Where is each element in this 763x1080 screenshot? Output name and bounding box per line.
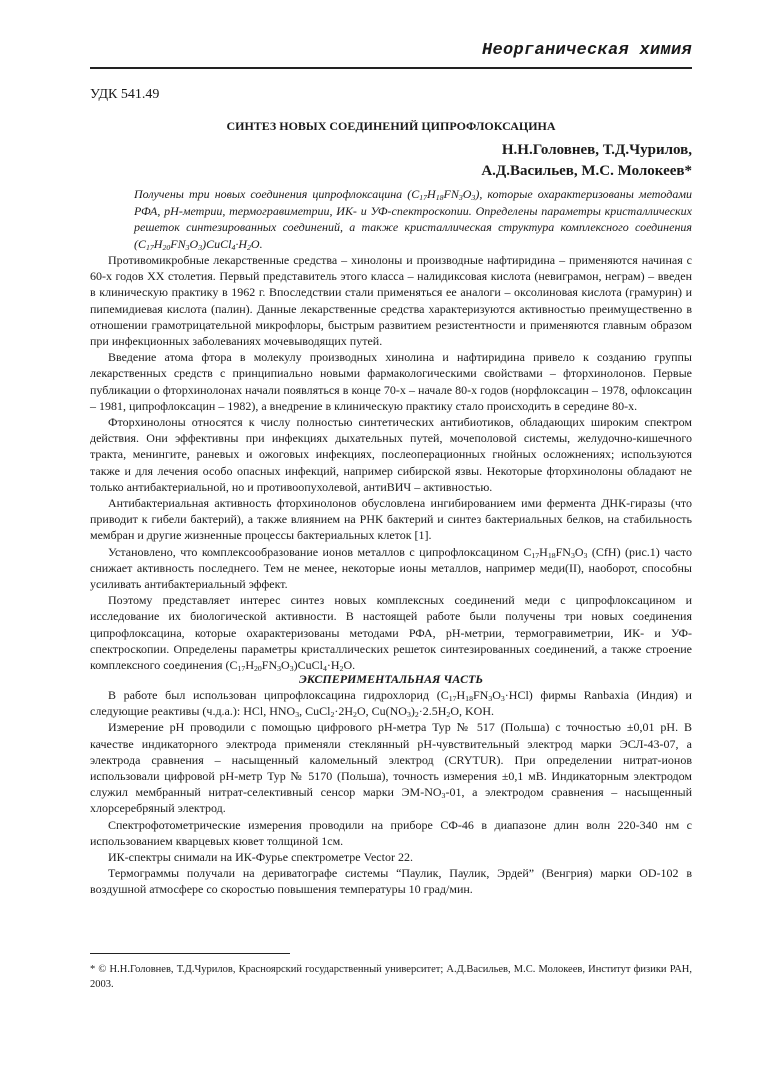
author-line: А.Д.Васильев, М.С. Молокеев* [481, 163, 692, 179]
udk-code: УДК 541.49 [90, 87, 160, 102]
body-paragraph: ИК-спектры снимали на ИК-Фурье спектрометре Vector 22. [108, 850, 413, 865]
body-paragraph: Введение атома фтора в молекулу производных хинолина и нафтиридина привело к созданию группы лекарственных средств с принципиально новыми фармакологическими свойствами – фторхинолонов. Первые публикации о фторхинолонах начали появляться в конце 70-х – начале 80-х годов (норфлоксацин – 1978, офлоксацин – 1981, ципрофлоксацин – 1982), а внедрение в клиническую практику стало происходить в середине 80-х. [90, 350, 692, 413]
body-paragraph: В работе был использован ципрофлоксацина гидрохлорид $(C_{17}H_{18}FN_3O_3\cdot HCl)$ фирмы Ranbaxia (Индия) и следующие реактивы (ч.д.а.): HCl, $HNO_3$, $CuCl_2\cdot 2H_2O$, $Cu(NO_3)_2\cdot 2.5H_2O$, KOH. [90, 688, 692, 720]
body-paragraph: Спектрофотометрические измерения проводили на приборе СФ-46 в диапазоне длин волн 220-340 нм с использованием кварцевых кювет толщиной 1см. [90, 817, 692, 848]
header-rule [90, 67, 692, 69]
experimental-section [90, 687, 692, 898]
abstract: Получены три новых соединения ципрофлоксацина $(C_{17}H_{18}FN_3O_3)$, которые охарактеризованы методами РФА, pH-метрии, термогравиметрии, ИК- и УФ-спектроскопии. Определены параметры кристаллических решеток синтезированных соединений, а также кристаллическая структура комплексного соединения $(C_{17}H_{20}FN_3O_3)CuCl_4\cdot H_2O$. [134, 187, 692, 252]
body-paragraph: Установлено, что комплексообразование ионов металлов с ципрофлоксацином $C_{17}H_{18}FN_3O_3$ (CfH) (рис.1) часто снижает активность последнего. Тем не менее, некоторые ионы металлов, например меди(II), наоборот, способны усиливать антибактериальный эффект. [90, 544, 693, 592]
body-paragraph: Противомикробные лекарственные средства – хинолоны и производные нафтиридина – применяются начиная с 60-х годов XX столетия. Первый представитель этого класса – налидиксовая кислота (невиграмон, неграм) – введен в клиническую практику в 1962 г. Впоследствии стали применяться ее аналоги – оксолиновая кислота (грамурин) и пипемидиевая кислота (палин). Данные лекарственные средства характеризуются активностью преимущественно в отношении грамотрицательной микрофлоры, быстрым развитием резистентности и применяются главным образом при инфекционных заболеваниях мочевыводящих путей. [90, 253, 692, 349]
author-line: Н.Н.Головнев, Т.Д.Чурилов, [501, 142, 692, 158]
body-paragraph: Измерение pH проводили с помощью цифрового pH-метра Typ № 517 (Польша) с точностью ±0,01 pH. В качестве индикаторного электрода применяли стеклянный pH-чувствительный электрод марки ЭСЛ-43-07, а электрода сравнения – насыщенный каломельный электрод (CRYTUR). При определении нитрат-ионов использовали цифровой pH-метр Typ № 5170 (Польша), точность измерения ±0,1 мВ. Индикаторным электродом служил мембранный нитрат-селективный сенсор марки $ЭМ-NO_3-01$, а электродом сравнения – насыщенный хлорсеребряный электрод. [90, 720, 693, 816]
body-paragraph: Поэтому представляет интерес синтез новых комплексных соединений меди с ципрофлоксацином и исследование их биологической активности. В настоящей работе были получены три новых соединения ципрофлоксацина, которые охарактеризованы методами РФА, pH-метрии, термогравиметрии, ИК- и УФ-спектроскопии. Определены параметры кристаллических решеток синтезированных соединений, а также строение комплексного соединения $(C_{17}H_{20}FN_3O_3)CuCl_4\cdot H_2O$. [90, 593, 692, 674]
article-title: СИНТЕЗ НОВЫХ СОЕДИНЕНИЙ ЦИПРОФЛОКСАЦИНА [226, 119, 556, 133]
body-paragraph: Термограммы получали на дериватографе системы “Паулик, Паулик, Эрдей” (Венгрия) марки OD-102 в воздушной атмосфере со скоростью повышения температуры 10 град/мин. [90, 866, 692, 897]
body-paragraph: Антибактериальная активность фторхинолонов обусловлена ингибированием ими фермента ДНК-гиразы (что приводит к гибели бактерий), а также влиянием на РНК бактерий и синтез бактериальных белков, на стабильность мембран и другие жизненные процессы бактериальных клеток [1]. [90, 496, 692, 543]
body-paragraph: Фторхинолоны относятся к числу полностью синтетических антибиотиков, обладающих широким спектром действия. Они эффективны при инфекциях дыхательных путей, мочеполовой системы, желудочно-кишечного тракта, менингите, раневых и ожоговых инфекциях, послеоперационных гнойных осложнениях; используются также и для лечения особо опасных инфекций, например сибирской язвы. Некоторые фторхинолоны обладают не только антибактериальной, но и противоопухолевой, антиВИЧ – активностью. [90, 415, 692, 494]
footnote: * © Н.Н.Головнев, Т.Д.Чурилов, Красноярский государственный университет; А.Д.Васильев, М.С. Молокеев, Институт физики РАН, 2003. [90, 964, 692, 990]
section-heading-experimental: ЭКСПЕРИМЕНТАЛЬНАЯ ЧАСТЬ [298, 672, 484, 686]
introduction [90, 252, 692, 673]
author-list [481, 140, 692, 182]
footnote-rule [90, 953, 290, 954]
running-head: Неорганическая химия [481, 41, 692, 60]
